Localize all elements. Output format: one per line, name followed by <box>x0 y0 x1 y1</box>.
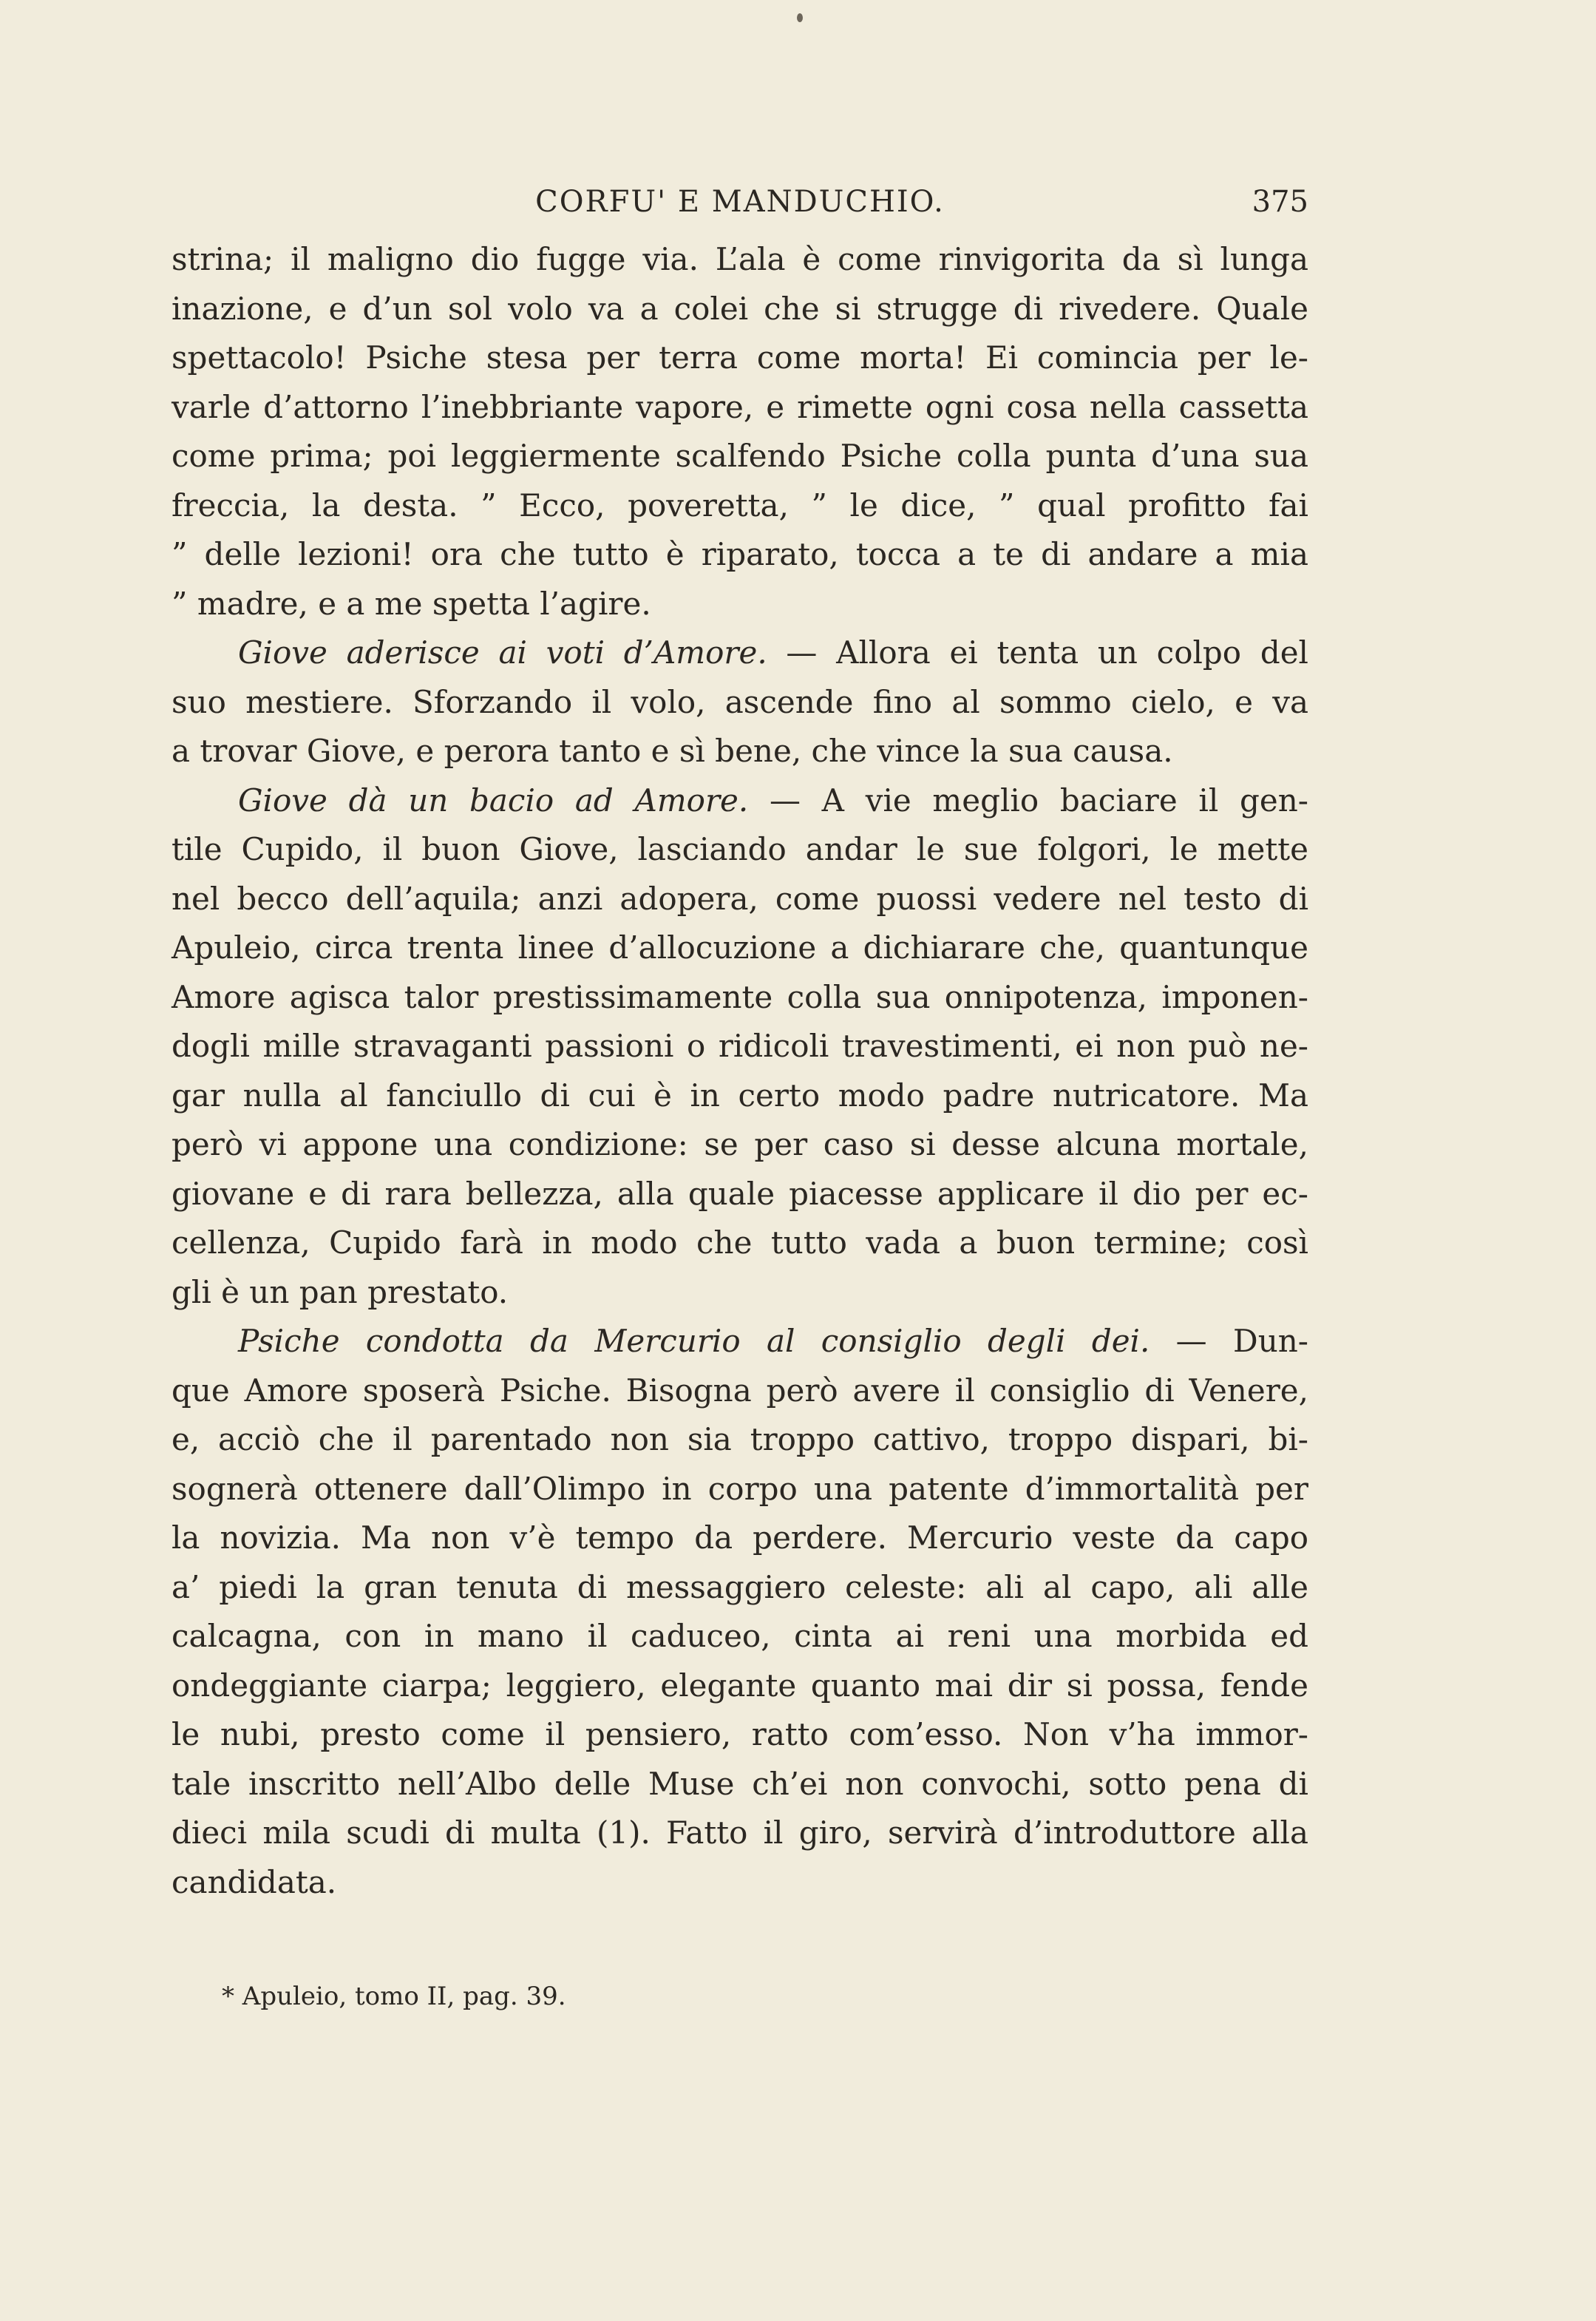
body-text <box>172 235 1308 1907</box>
footnote: * Apuleio, tomo II, pag. 39. <box>222 1982 566 2011</box>
text-line: calcagna, con in mano il caduceo, cinta ai reni una morbida ed <box>172 1618 1308 1654</box>
text-line: Psiche condotta da Mercurio al consiglio degli dei. — Dun- <box>238 1323 1308 1359</box>
text-line: gli è un pan prestato. <box>172 1273 509 1310</box>
text-line: a’ piedi la gran tenuta di messaggiero celeste: ali al capo, ali alle <box>172 1568 1308 1605</box>
running-header <box>172 185 1308 226</box>
text-line: Apuleio, circa trenta linee d’allocuzione a dichiarare che, quantunque <box>172 929 1308 966</box>
text-line: inazione, e d’un sol volo va a colei che si strugge di rivedere. Quale <box>172 290 1308 327</box>
text-line: ” delle lezioni! ora che tutto è riparato, tocca a te di andare a mia <box>172 536 1308 572</box>
text-line: freccia, la desta. ” Ecco, poveretta, ” le dice, ” qual profitto fai <box>172 487 1308 524</box>
text-line: la novizia. Ma non v’è tempo da perdere. Mercurio veste da capo <box>172 1519 1308 1556</box>
text-line: le nubi, presto come il pensiero, ratto com’esso. Non v’ha immor- <box>172 1716 1308 1752</box>
text-line: a trovar Giove, e perora tanto e sì bene, che vince la sua causa. <box>172 733 1173 769</box>
text-line: dogli mille stravaganti passioni o ridicoli travestimenti, ei non può ne- <box>172 1028 1308 1064</box>
text-line: Giove aderisce ai voti d’Amore. — Allora ei tenta un colpo del <box>238 634 1308 671</box>
text-line: Amore agisca talor prestissimamente colla sua onnipotenza, imponen- <box>172 978 1308 1015</box>
text-line: que Amore sposerà Psiche. Bisogna però avere il consiglio di Venere, <box>172 1372 1308 1409</box>
page-number: 375 <box>1252 185 1308 219</box>
text-line: come prima; poi leggiermente scalfendo Psiche colla punta d’una sua <box>172 438 1308 474</box>
text-line: suo mestiere. Sforzando il volo, ascende fino al sommo cielo, e va <box>172 683 1308 720</box>
text-line: ondeggiante ciarpa; leggiero, elegante quanto mai dir si possa, fende <box>172 1667 1308 1704</box>
text-line: tale inscritto nell’Albo delle Muse ch’ei non convochi, sotto pena di <box>172 1765 1308 1802</box>
section-heading: Giove aderisce ai voti d’Amore. <box>238 634 767 671</box>
text-line: nel becco dell’aquila; anzi adopera, come puossi vedere nel testo di <box>172 880 1308 917</box>
ink-speck <box>797 13 803 22</box>
text-line: dieci mila scudi di multa (1). Fatto il giro, servirà d’introduttore alla <box>172 1815 1308 1851</box>
text-line: tile Cupido, il buon Giove, lasciando andar le sue folgori, le mette <box>172 831 1308 867</box>
text-line: però vi appone una condizione: se per caso si desse alcuna mortale, <box>172 1126 1308 1162</box>
text-line: cellenza, Cupido farà in modo che tutto vada a buon termine; così <box>172 1224 1308 1261</box>
text-line: candidata. <box>172 1863 337 1900</box>
text-line: e, acciò che il parentado non sia troppo cattivo, troppo dispari, bi- <box>172 1421 1308 1457</box>
text-line: strina; il maligno dio fugge via. L’ala è come rinvigorita da sì lunga <box>172 241 1308 277</box>
text-line: spettacolo! Psiche stesa per terra come morta! Ei comincia per le- <box>172 339 1308 376</box>
text-line: varle d’attorno l’inebbriante vapore, e rimette ogni cosa nella cassetta <box>172 388 1308 425</box>
text-line: Giove dà un bacio ad Amore. — A vie meglio baciare il gen- <box>238 782 1308 819</box>
text-line: gar nulla al fanciullo di cui è in certo modo padre nutricatore. Ma <box>172 1077 1308 1114</box>
section-heading: Psiche condotta da Mercurio al consiglio degli dei. <box>238 1323 1150 1359</box>
text-line: sognerà ottenere dall’Olimpo in corpo una patente d’immortalità per <box>172 1470 1308 1507</box>
section-heading: Giove dà un bacio ad Amore. <box>238 782 749 819</box>
text-line: ” madre, e a me spetta l’agire. <box>172 585 651 622</box>
text-line: giovane e di rara bellezza, alla quale piacesse applicare il dio per ec- <box>172 1175 1308 1212</box>
running-title: CORFU' E MANDUCHIO. <box>535 185 945 219</box>
